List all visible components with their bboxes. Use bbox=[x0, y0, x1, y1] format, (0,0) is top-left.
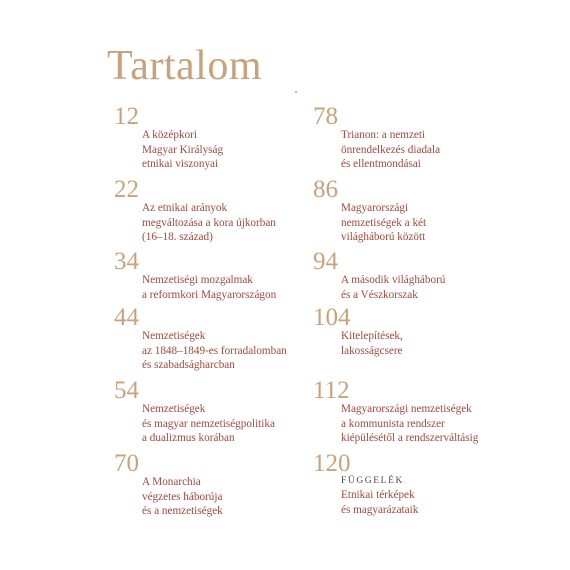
toc-entry-title-line: a reformkori Magyarországon bbox=[142, 288, 277, 301]
toc-entry[interactable] bbox=[114, 378, 275, 446]
toc-entry-title-line: önrendelkezés diadala bbox=[341, 143, 441, 156]
toc-entry-title-line: (16–18. század) bbox=[142, 231, 213, 243]
toc-page-number: 12 bbox=[114, 103, 139, 130]
toc-entry-title-line: Nemzetiségek bbox=[142, 330, 206, 342]
toc-entry-title-line: megváltozása a kora újkorban bbox=[142, 216, 276, 229]
toc-entry[interactable] bbox=[114, 305, 287, 373]
toc-entry-title-line: etnikai viszonyai bbox=[142, 158, 219, 170]
appendix-label: FÜGGELÉK bbox=[341, 476, 404, 486]
toc-entry[interactable] bbox=[313, 249, 445, 302]
toc-entry-title-line: Az etnikai arányok bbox=[142, 202, 228, 214]
toc-entry-title bbox=[142, 475, 223, 519]
toc-entry-title-line: kiépülésétől a rendszerváltásig bbox=[341, 432, 479, 444]
toc-entry-title-line: Nemzetiségi mozgalmak bbox=[142, 274, 253, 286]
page-title: Tartalom bbox=[107, 43, 262, 89]
toc-page-number: 22 bbox=[114, 176, 139, 203]
toc-page-number: 120 bbox=[313, 450, 351, 477]
toc-entry[interactable] bbox=[114, 177, 276, 245]
toc-entry-title-line: és a Vészkorszak bbox=[341, 288, 418, 301]
toc-entry-title-line: Etnikai térképek bbox=[341, 489, 415, 501]
toc-page-number: 86 bbox=[313, 176, 338, 203]
toc-entry-title bbox=[142, 329, 287, 373]
toc-entry-title-line: és magyar nemzetiségpolitika bbox=[142, 417, 275, 430]
toc-entry-title bbox=[341, 201, 426, 245]
toc-entry-title-line: Trianon: a nemzeti bbox=[341, 129, 426, 141]
toc-page-number: 34 bbox=[114, 248, 139, 275]
toc-page-number: 70 bbox=[114, 450, 139, 477]
toc-entry-title bbox=[341, 273, 445, 302]
toc-entry-title bbox=[341, 128, 440, 172]
toc-entry-title-line: és ellentmondásai bbox=[341, 158, 421, 170]
toc-entry-title-line: lakosságcsere bbox=[341, 344, 403, 357]
toc-entry-title-line: Kitelepítések, bbox=[341, 330, 403, 342]
toc-entry-title-line: Nemzetiségek bbox=[142, 403, 206, 415]
toc-entry[interactable] bbox=[313, 378, 478, 446]
toc-entry-title-line: világháború között bbox=[341, 231, 426, 243]
toc-entry-title-line: Magyar Királyság bbox=[142, 143, 224, 156]
toc-entry-title bbox=[142, 402, 275, 446]
toc-entry-title-line: és szabadságharcban bbox=[142, 359, 235, 371]
toc-entry[interactable] bbox=[114, 451, 223, 519]
toc-entry-title bbox=[142, 201, 276, 245]
toc-entry-title-line: a dualizmus korában bbox=[142, 432, 235, 444]
toc-entry-title-line: nemzetiségek a két bbox=[341, 216, 427, 229]
toc-entry-title-line: Magyarországi bbox=[341, 202, 409, 214]
toc-entry-title-line: A második világháború bbox=[341, 274, 446, 286]
toc-entry-title-line: A Monarchia bbox=[142, 476, 201, 488]
toc-entry-title-line: és magyarázataik bbox=[341, 503, 419, 516]
toc-entry-title bbox=[142, 273, 276, 302]
toc-page-number: 44 bbox=[114, 304, 139, 331]
toc-entry[interactable] bbox=[114, 249, 276, 302]
toc-entry-title bbox=[341, 329, 403, 358]
toc-page-number: 104 bbox=[313, 304, 351, 331]
toc-entry-title-line: A középkori bbox=[142, 129, 197, 141]
toc-entry-title-line: és a nemzetiségek bbox=[142, 505, 223, 517]
toc-page-number: 94 bbox=[313, 248, 338, 275]
toc-entry-title bbox=[142, 128, 223, 172]
toc-entry-title bbox=[341, 475, 418, 517]
toc-entry-title-line: az 1848–1849-es forradalomban bbox=[142, 344, 287, 357]
toc-page-number: 78 bbox=[313, 103, 338, 130]
toc-entry-title-line: a kommunista rendszer bbox=[341, 417, 445, 430]
toc-entry[interactable] bbox=[114, 104, 223, 172]
toc-page-number: 112 bbox=[313, 377, 350, 404]
toc-entry-title bbox=[341, 402, 478, 446]
toc-entry-title-line: végzetes háborúja bbox=[142, 490, 223, 503]
toc-entry[interactable] bbox=[313, 104, 440, 172]
decorative-dot bbox=[295, 91, 297, 93]
toc-entry[interactable] bbox=[313, 177, 426, 245]
toc-entry[interactable] bbox=[313, 451, 418, 517]
toc-entry[interactable] bbox=[313, 305, 403, 358]
toc-page-number: 54 bbox=[114, 377, 139, 404]
toc-entry-title-line: Magyarországi nemzetiségek bbox=[341, 403, 472, 415]
